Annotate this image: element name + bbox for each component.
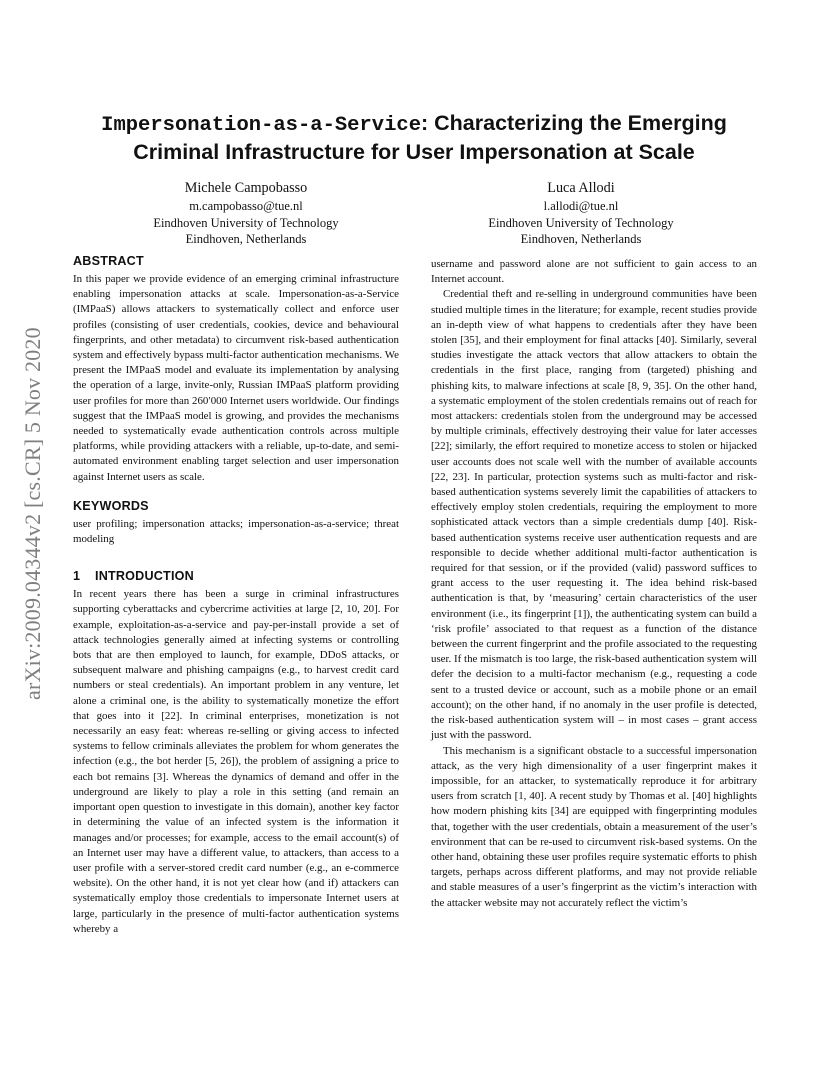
- author-affiliation: Eindhoven University of Technology: [488, 215, 674, 230]
- introduction-heading: [73, 568, 399, 584]
- abstract-text: In this paper we provide evidence of an emerging criminal infrastructure enabling impersonation attacks at scale. Impersonation-as-a-Service (IMPaaS) allows attackers to systematically collect and enforce user profiles (consisting of user credentials, cookies, device and behavioural fingerprints, and other metadata) to circumvent risk-based authentication system and effectively bypass multi-factor authentication mechanisms. We present the IMPaaS model and evaluate its implementation by analysing the operation of a large, invite-only, Russian IMPaaS platform providing user profiles for more than 260′000 Internet users worldwide. Our findings suggest that the IMPaaS model is growing, and provides the mechanisms needed to systematically evade authentication controls across multiple platforms, while providing attackers with a reliable, up-to-date, and semi-automated environment enabling target selection and user impersonation against Internet users as scale.: [73, 273, 399, 483]
- keywords-text: user profiling; impersonation attacks; impersonation-as-a-service; threat modeling: [73, 517, 399, 546]
- keywords-heading: KEYWORDS: [73, 498, 149, 513]
- paper-title: [60, 110, 768, 166]
- intro-paragraph-2: Credential theft and re-selling in underground communities have been studied multiple times in the literature; for example, recent studies provide an in-depth view of what happens to credentials after they have been stolen [35], and their employment for final attacks [40]. Similarly, several studies investigate the attack vectors that allow attackers to obtain the credentials in the first place, ranging from (targeted) phishing and phishing kits, to malware infections at scale [8, 9, 35]. On the other hand, a systematic employment of the stolen credentials remains out of reach for most attackers: credentials stolen from the underground may be accessed by multiple criminals, effectively destroying their value for later accesses [22]; similarly, the effort required to monetize access to stolen or hijacked user accounts does not scale well with the number of available accounts [22, 23]. In particular, protection systems such as multi-factor and risk-based authentication systems severely limit the capabilities of attackers to effectively employ stolen credentials, requiring the employment to more sophisticated attack vectors than a simple credentials dump [40]. Risk-based authentication systems receive user authentication requests and are responsible to decide whether additional multi-factor authentication is required for that session, or if the provided (valid) password suffices to grant access to the user requesting it. The idea behind risk-based authentication is that, by ‘measuring’ certain characteristics of the user environment (i.e., its fingerprint [1]), the authenticating system can build a ‘risk profile’ associated to that request as a function of the distance between the current fingerprint and the profile associated to the requesting user. If the mismatch is too large, the risk-based authentication system will defer the decision to a multi-factor mechanism (e.g., requesting a code sent to a trusted device or account, such as a mobile phone or an email account); on the other hand, if no anomaly in the user profile is detected, the risk-based authentication system will – in most cases – grant access just with the password.: [431, 288, 757, 742]
- author-location: Eindhoven, Netherlands: [520, 232, 642, 246]
- section-title: INTRODUCTION: [95, 569, 194, 584]
- abstract-heading: ABSTRACT: [73, 254, 144, 268]
- left-column: [73, 253, 399, 937]
- section-number: 1: [73, 569, 81, 584]
- title-mono-part: Impersonation-as-a-Service: [101, 114, 421, 137]
- title-line1-rest: : Characterizing the Emerging: [421, 111, 727, 135]
- intro-continuation: username and password alone are not sufficient to gain access to an Internet account.: [431, 258, 757, 286]
- arxiv-identifier: arXiv:2009.04344v2 [cs.CR] 5 Nov 2020: [20, 327, 45, 700]
- title-line2: Criminal Infrastructure for User Impersonation at Scale: [133, 140, 695, 164]
- author-block: [96, 179, 396, 248]
- author-name: Michele Campobasso: [184, 180, 308, 196]
- author-affiliation: Eindhoven University of Technology: [153, 215, 339, 230]
- author-name: Luca Allodi: [547, 180, 615, 196]
- right-column: [431, 257, 757, 911]
- author-location: Eindhoven, Netherlands: [185, 232, 307, 246]
- intro-paragraph-3: This mechanism is a significant obstacle to a successful impersonation attack, as the very high dimensionality of a user fingerprint makes it impossible, for an attacker, to systematically reproduce it for arbitrary users from scratch [1, 40]. A recent study by Thomas et al. [40] highlights how modern phishing kits [34] are equipped with fingerprinting modules that, together with the user credentials, obtain a measurement of the user’s environment that can be re-used to circumvent risk-based systems. On the other hand, obtaining these user profiles require systematic efforts to phish targets, perhaps across different platforms, and may not provide reliable and stable measures of a user’s fingerprint as the victim’s interaction with the attacker website may not accurately reflect the victim’s: [431, 744, 757, 909]
- author-email: m.campobasso@tue.nl: [189, 199, 303, 213]
- author-block: [431, 179, 731, 248]
- intro-paragraph-1: In recent years there has been a surge in criminal infrastructures supporting cyberattacks and cybercrime activities at large [2, 10, 20]. For example, exploitation-as-a-service and pay-per-install provide a set of attack technologies generally aimed at infecting systems or controlling bots that are then employed to launch, for example, DDoS attacks, or subsequent malware and phishing campaigns (e.g., to harvest credit card numbers or steal credentials). An important problem in any venture, let alone a criminal one, is the ability to systematically monetize the effort that goes into it [22]. In criminal enterprises, monetization is not necessarily an easy feat: whereas re-selling or giving access to infected systems to fellow criminals alleviates the problem for whom generates the infection (e.g., the bot herder [5, 26]), the problem of assigning a price to each bot remains [3]. Whereas the dynamics of demand and offer in the underground are likely to play a role in this setting (and remain an important open question to investigate in this domain), another key factor in determining the value of an infected system is the information it manages and/or processes; for example, access to the email account(s) of an Internet user may have a different value, to attackers, than access to a user profile with a server-stored credit card number (e.g., an e-commerce website). On the other hand, it is not yet clear how (and if) attackers can systematically employ those credentials to impersonate Internet users at large, particularly in the presence of multi-factor authentication systems whereby a: [73, 588, 399, 935]
- author-email: l.allodi@tue.nl: [543, 199, 619, 213]
